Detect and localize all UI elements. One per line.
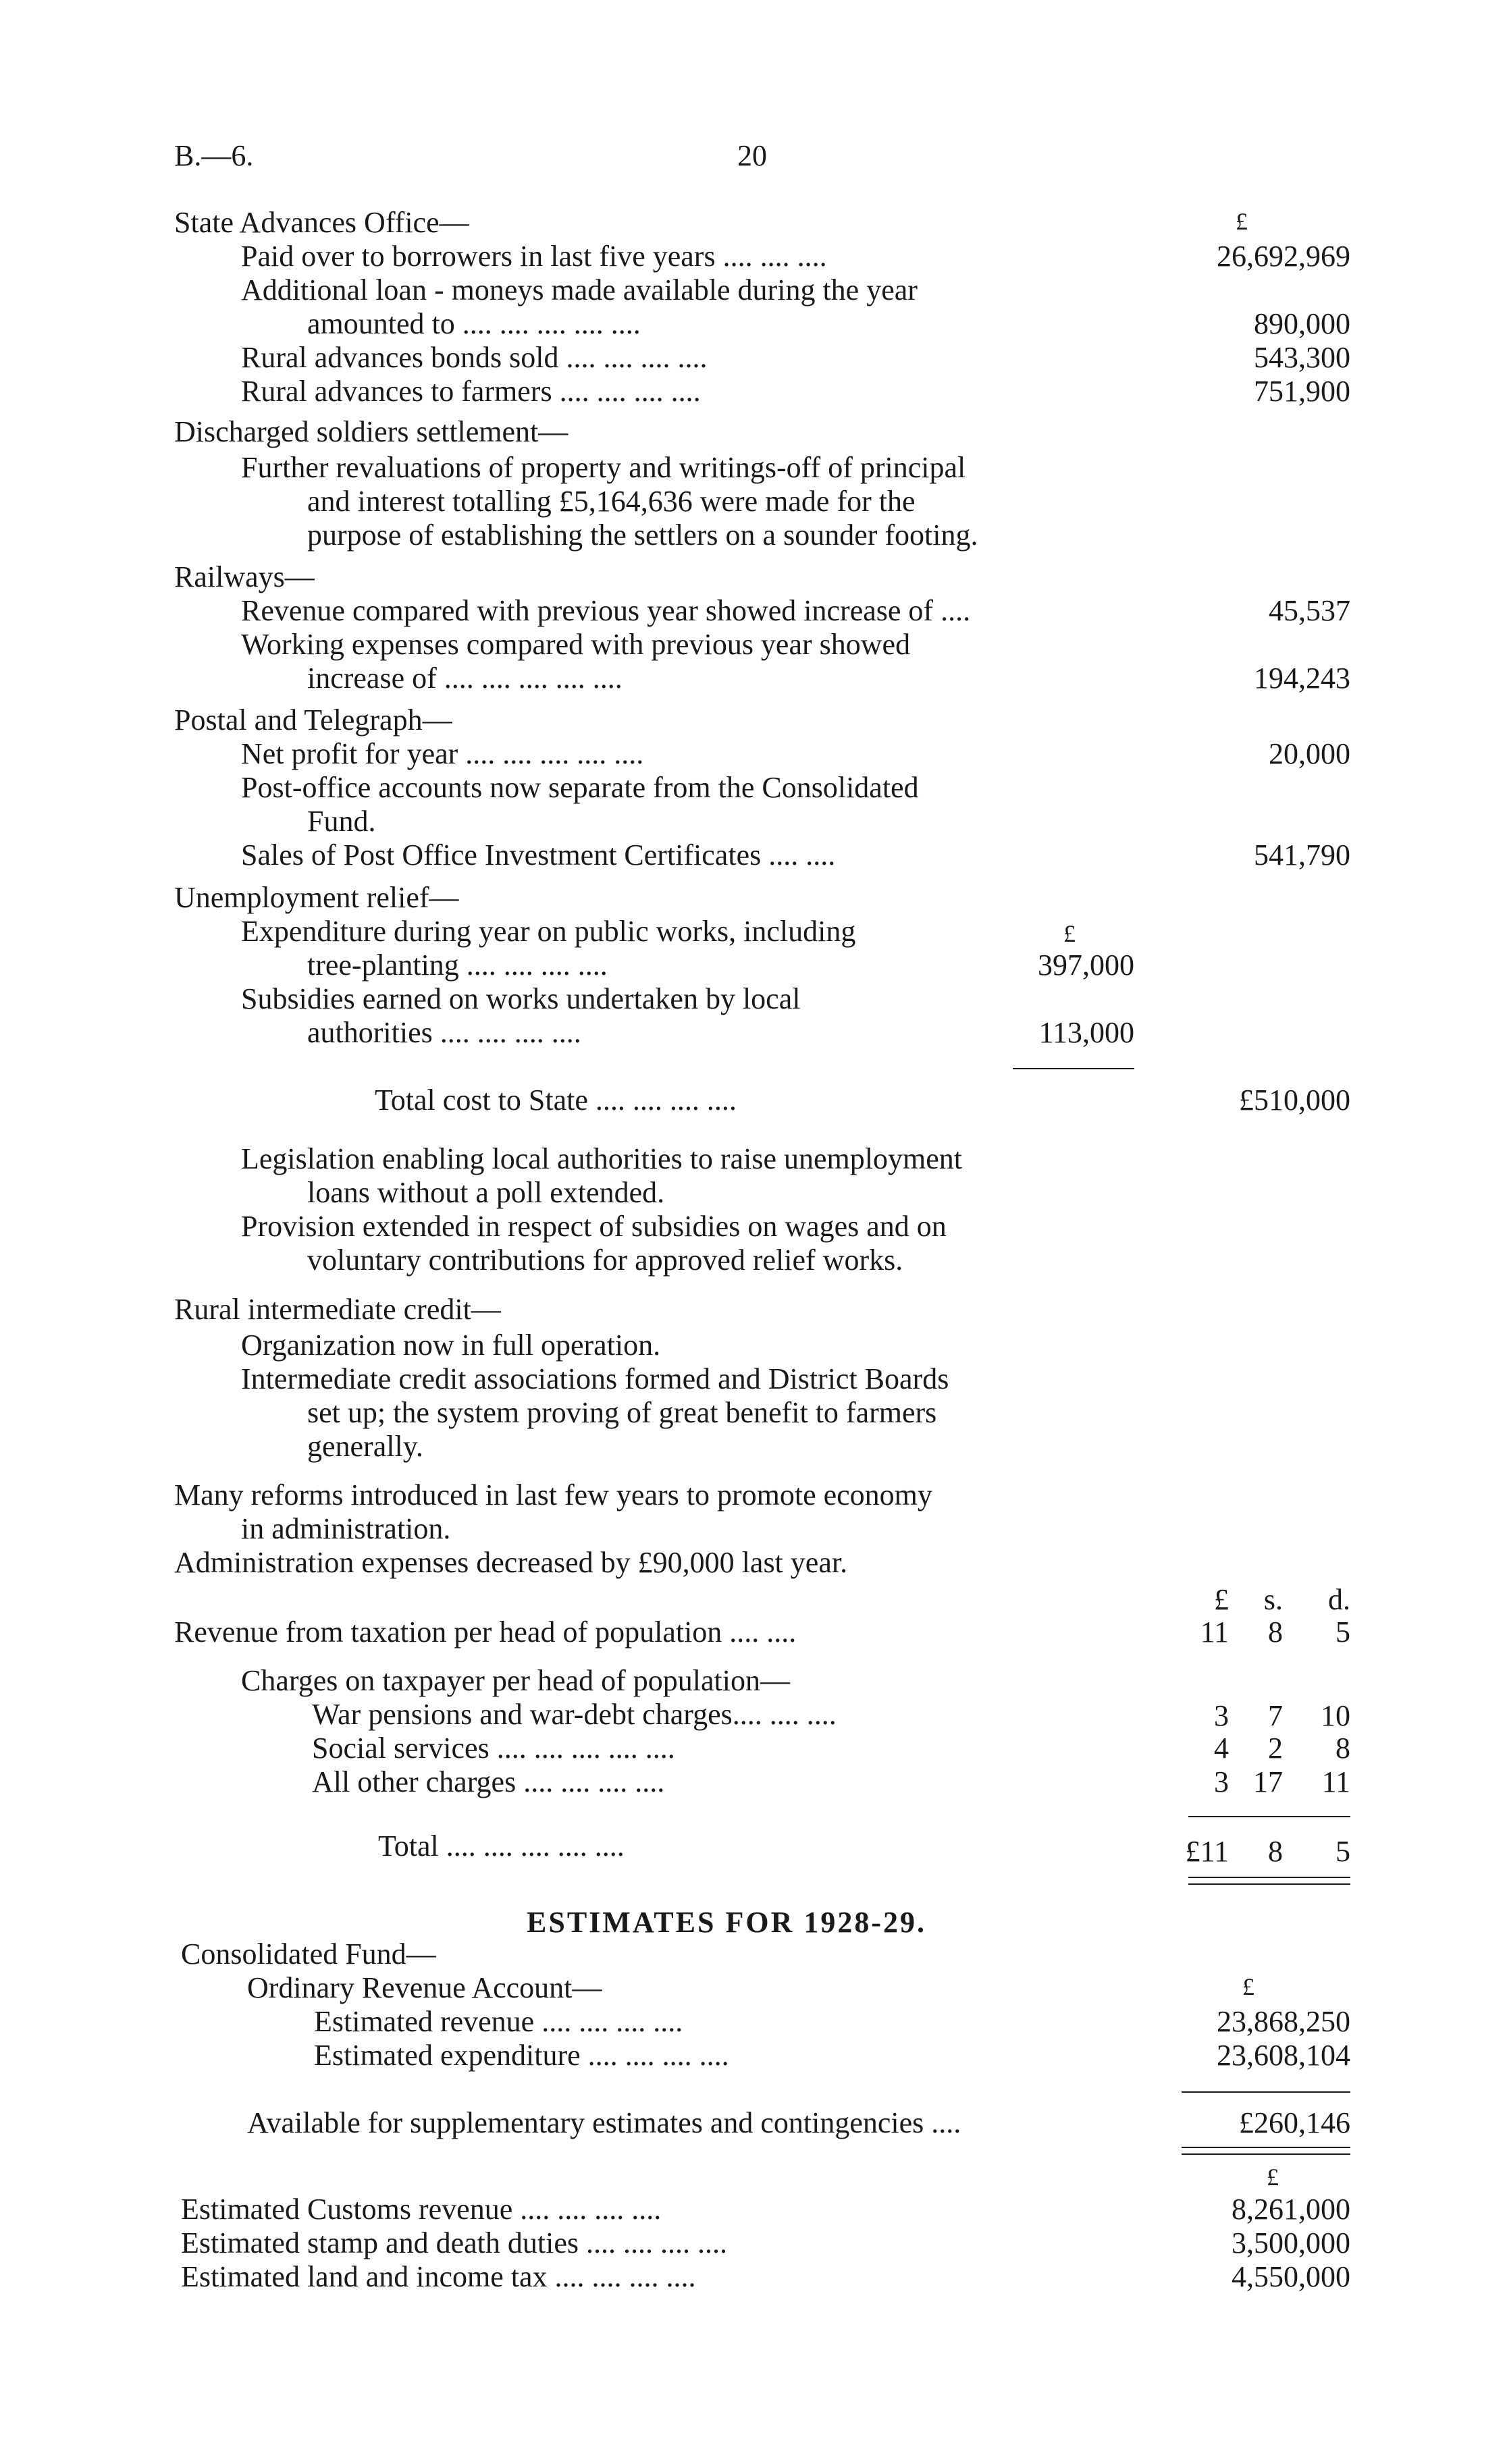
section-heading: State Advances Office— <box>174 206 469 239</box>
double-rule-bottom <box>1188 1883 1350 1885</box>
pence-value: 8 <box>1336 1732 1350 1765</box>
pence-value: 11 <box>1321 1765 1350 1798</box>
row-label: War pensions and war-debt charges.... .... .... <box>312 1698 837 1731</box>
row-amount: 23,608,104 <box>1217 2039 1350 2072</box>
total-amount: £510,000 <box>1239 1083 1350 1117</box>
col-header-pounds: £ <box>1214 1583 1229 1616</box>
section-heading: Consolidated Fund— <box>181 1937 436 1971</box>
row-amount: 8,261,000 <box>1232 2193 1350 2226</box>
row-label: Additional loan - moneys made available during the year <box>241 273 918 306</box>
row-label: tree-planting .... .... .... .... <box>307 948 608 982</box>
text-line: in administration. <box>241 1512 451 1545</box>
row-label: Working expenses compared with previous year showed <box>241 628 911 661</box>
row-amount: 45,537 <box>1269 594 1350 627</box>
pounds-value: 11 <box>1200 1615 1229 1649</box>
page-number: 20 <box>737 139 767 172</box>
row-amount: 751,900 <box>1254 375 1350 408</box>
row-label: Estimated land and income tax .... .... .... .... <box>181 2260 696 2293</box>
total-label: Total .... .... .... .... .... <box>378 1829 625 1863</box>
row-label: Estimated stamp and death duties .... .... .... .... <box>181 2226 727 2259</box>
row-label: Sales of Post Office Investment Certificates .... .... <box>241 838 836 872</box>
text-line: set up; the system proving of great benefit to farmers <box>307 1396 937 1429</box>
row-label: increase of .... .... .... .... .... <box>307 662 623 695</box>
currency-symbol: £ <box>1267 2164 1279 2191</box>
sum-rule <box>1188 1816 1350 1817</box>
section-title: ESTIMATES FOR 1928-29. <box>527 1906 927 1939</box>
row-label: Subsidies earned on works undertaken by local <box>241 982 801 1015</box>
pounds-value: £11 <box>1185 1835 1229 1868</box>
currency-symbol: £ <box>1242 1973 1254 2000</box>
row-amount: 26,692,969 <box>1217 240 1350 273</box>
subsection-heading: Charges on taxpayer per head of population— <box>241 1664 790 1697</box>
text-line: generally. <box>307 1430 423 1463</box>
currency-symbol: £ <box>1236 208 1248 235</box>
row-label: Fund. <box>307 805 376 838</box>
double-rule-top <box>1182 2147 1350 2148</box>
row-amount: 3,500,000 <box>1232 2226 1350 2259</box>
row-label: Revenue from taxation per head of population .... .... <box>174 1615 797 1649</box>
row-label: Paid over to borrowers in last five years .... .... .... <box>241 240 827 273</box>
section-heading: Postal and Telegraph— <box>174 703 452 736</box>
row-label: All other charges .... .... .... .... <box>312 1765 665 1798</box>
note-line: Legislation enabling local authorities to raise unemployment <box>241 1142 962 1175</box>
text-line: Many reforms introduced in last few years to promote economy <box>174 1478 932 1511</box>
pounds-value: 4 <box>1214 1732 1229 1765</box>
col-header-pence: d. <box>1328 1583 1350 1616</box>
shillings-value: 7 <box>1268 1699 1283 1732</box>
row-label: authorities .... .... .... .... <box>307 1016 581 1049</box>
subsection-heading: Ordinary Revenue Account— <box>247 1971 602 2004</box>
double-rule-top <box>1188 1877 1350 1878</box>
total-amount: £260,146 <box>1239 2106 1350 2139</box>
section-heading: Discharged soldiers settlement— <box>174 415 569 448</box>
pence-value: 5 <box>1336 1835 1350 1868</box>
row-amount: 541,790 <box>1254 838 1350 872</box>
section-heading: Rural intermediate credit— <box>174 1293 501 1326</box>
row-label: Revenue compared with previous year showed increase of .... <box>241 594 971 627</box>
shillings-value: 17 <box>1253 1765 1283 1798</box>
col-header-shillings: s. <box>1263 1583 1283 1616</box>
row-label: Estimated revenue .... .... .... .... <box>314 2005 683 2038</box>
row-label: Net profit for year .... .... .... .... .... <box>241 737 644 770</box>
text-line: Administration expenses decreased by £90,000 last year. <box>174 1546 848 1579</box>
row-label: Rural advances bonds sold .... .... .... .... <box>241 341 708 374</box>
row-amount: 890,000 <box>1254 307 1350 340</box>
sum-rule <box>1182 2091 1350 2093</box>
doc-reference: B.—6. <box>174 139 254 172</box>
pence-value: 10 <box>1321 1699 1350 1732</box>
row-label: amounted to .... .... .... .... .... <box>307 307 641 340</box>
shillings-value: 8 <box>1268 1615 1283 1649</box>
row-label: Expenditure during year on public works, including <box>241 915 856 948</box>
note-line: Provision extended in respect of subsidies on wages and on <box>241 1210 947 1243</box>
pounds-value: 3 <box>1214 1765 1229 1798</box>
row-amount: 4,550,000 <box>1232 2260 1350 2293</box>
text-line: Intermediate credit associations formed and District Boards <box>241 1362 949 1395</box>
note-line: loans without a poll extended. <box>307 1176 665 1209</box>
double-rule-bottom <box>1182 2153 1350 2155</box>
row-amount: 113,000 <box>1038 1016 1134 1049</box>
section-heading: Railways— <box>174 560 315 593</box>
row-label: Post-office accounts now separate from the Consolidated <box>241 771 919 804</box>
row-amount: 20,000 <box>1269 737 1350 770</box>
row-amount: 194,243 <box>1254 662 1350 695</box>
row-label: Rural advances to farmers .... .... .... .... <box>241 375 701 408</box>
shillings-value: 8 <box>1268 1835 1283 1868</box>
row-amount: 543,300 <box>1254 341 1350 374</box>
shillings-value: 2 <box>1268 1732 1283 1765</box>
pence-value: 5 <box>1336 1615 1350 1649</box>
row-label: Estimated expenditure .... .... .... .... <box>314 2039 729 2072</box>
text-line: Further revaluations of property and writings-off of principal <box>241 451 966 484</box>
row-amount: 23,868,250 <box>1217 2005 1350 2038</box>
note-line: voluntary contributions for approved relief works. <box>307 1243 903 1277</box>
text-line: and interest totalling £5,164,636 were made for the <box>307 485 916 518</box>
currency-symbol: £ <box>1063 920 1076 947</box>
total-label: Available for supplementary estimates and contingencies .... <box>247 2106 961 2139</box>
pounds-value: 3 <box>1214 1699 1229 1732</box>
total-label: Total cost to State .... .... .... .... <box>375 1083 737 1117</box>
row-amount: 397,000 <box>1038 948 1134 982</box>
row-label: Estimated Customs revenue .... .... .... .... <box>181 2193 662 2226</box>
text-line: Organization now in full operation. <box>241 1329 661 1362</box>
row-label: Social services .... .... .... .... .... <box>312 1732 675 1765</box>
section-heading: Unemployment relief— <box>174 881 459 914</box>
sum-rule <box>1013 1068 1134 1069</box>
text-line: purpose of establishing the settlers on a sounder footing. <box>307 518 978 552</box>
